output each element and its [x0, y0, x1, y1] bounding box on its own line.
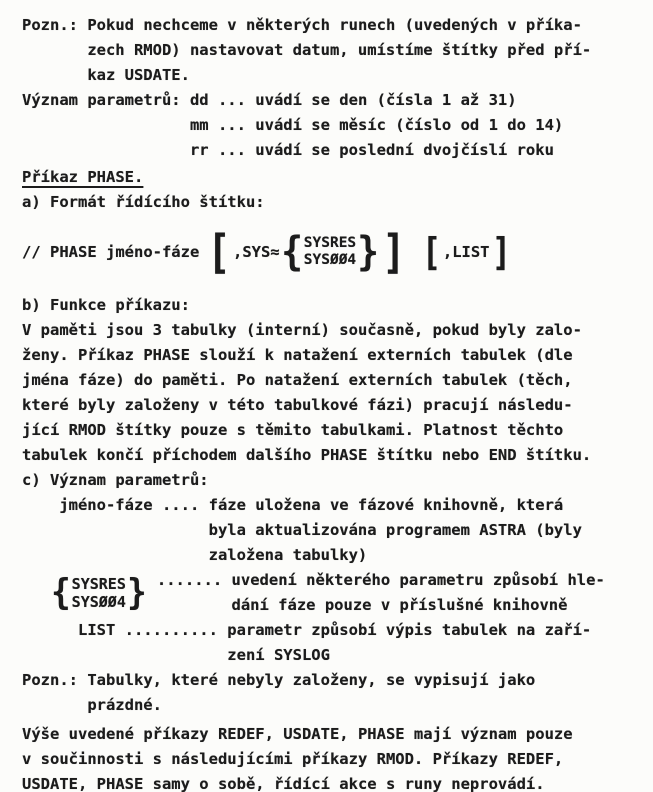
- note-bottom-label: Pozn.:: [22, 671, 78, 689]
- param-sysres: SYSRES: [71, 575, 126, 593]
- list-parameter: ,LIST: [442, 243, 490, 261]
- param-phase-desc-2: byla aktualizována programem ASTRA (byly: [208, 521, 582, 539]
- param-list-desc-2: zení SYSLOG: [227, 646, 330, 664]
- note-bottom-text-1: Tabulky, které nebyly založeny, se vypisují jako: [87, 671, 536, 689]
- close-bracket-list-icon: ]: [491, 230, 511, 274]
- param-dd-dots: ...: [217, 91, 246, 109]
- param-sys-choice-stack: [72, 575, 126, 611]
- params-intro-row-dd: [22, 88, 645, 113]
- params-intro-row-mm: [190, 113, 645, 138]
- param-dd-desc: uvádí se den (čísla 1 až 31): [255, 91, 517, 109]
- function-heading: b) Funkce příkazu:: [22, 296, 190, 314]
- close-bracket-icon: ]: [382, 225, 406, 279]
- syntax-prefix: // PHASE jméno-fáze: [22, 243, 200, 261]
- param-list-dots: ..........: [124, 621, 218, 639]
- note-top-label: Pozn.:: [22, 16, 78, 34]
- phase-heading-row: [22, 165, 645, 190]
- open-bracket-icon: [: [207, 225, 231, 279]
- param-list-name: LIST: [77, 621, 116, 639]
- note-bottom-line-1: [22, 668, 645, 693]
- open-bracket-list-icon: [: [421, 230, 442, 274]
- function-line-3: jména fáze) do paměti. Po natažení externích tabulek (těch,: [22, 371, 573, 389]
- choice-sysres: SYSRES: [303, 235, 357, 251]
- note-top-line-1: [22, 13, 645, 38]
- function-line-5: jící RMOD štítky pouze s těmito tabulkami. Platnost těchto: [22, 421, 564, 439]
- closing-line-2: v součinnosti s následujícími příkazy RMOD. Příkazy REDEF,: [22, 750, 564, 768]
- syntax-choice-stack: [304, 235, 356, 269]
- param-sys-desc-2: dání fáze pouze v příslušné knihovně: [231, 596, 568, 614]
- close-brace-icon: }: [357, 229, 380, 275]
- phase-syntax-line: [22, 223, 645, 281]
- param-sys-desc: [148, 568, 605, 618]
- param-phase-row: [59, 493, 645, 518]
- phase-command-heading: Příkaz PHASE.: [22, 168, 144, 186]
- param-sys-row: [50, 568, 645, 618]
- param-mm-name: mm: [189, 116, 209, 134]
- param-sys-dots: .......: [156, 571, 223, 589]
- params-intro-row-rr: [190, 138, 645, 163]
- function-line-1: V paměti jsou 3 tabulky (interní) současně, pokud byly zalo-: [22, 321, 582, 339]
- param-dd-name: dd: [189, 91, 209, 109]
- format-heading: a) Formát řídícího štítku:: [22, 193, 265, 211]
- closing-line-3: USDATE, PHASE samy o sobě, řídící akce s runy neprovádí.: [22, 775, 545, 792]
- function-line-4: které byly založeny v této tabulkové fázi) pracují následu-: [22, 396, 573, 414]
- function-line-2: ženy. Příkaz PHASE slouží k natažení externích tabulek (dle: [22, 346, 573, 364]
- note-top-text-1: Pokud nechceme v některých runech (uvedených v příka-: [87, 16, 582, 34]
- open-brace-icon: {: [51, 572, 71, 613]
- param-sys-desc-line-2: [222, 593, 605, 618]
- close-brace-icon: }: [126, 572, 147, 613]
- closing-line-1: Výše uvedené příkazy REDEF, USDATE, PHASE mají význam pouze: [22, 725, 573, 743]
- param-sys-desc-line-1: [148, 568, 605, 593]
- function-line-6: tabulek končí příchodem dalšího PHASE štítku nebo END štítku.: [22, 446, 592, 464]
- note-bottom-line-2: prázdné.: [87, 696, 162, 714]
- param-phase-dots: ....: [161, 496, 200, 514]
- param-rr-desc: uvádí se poslední dvojčíslí roku: [255, 141, 554, 159]
- choice-sys004: SYSØØ4: [303, 252, 357, 268]
- param-phase-name: jméno-fáze: [59, 496, 153, 514]
- param-mm-dots: ...: [217, 116, 246, 134]
- param-sys-desc-1: uvedení některého parametru způsobí hle-: [231, 571, 605, 589]
- param-rr-dots: ...: [217, 141, 246, 159]
- param-phase-desc-1: fáze uložena ve fázové knihovně, která: [208, 496, 564, 514]
- param-sys004: SYSØØ4: [71, 593, 126, 611]
- params-heading: c) Význam parametrů:: [22, 471, 209, 489]
- param-list-desc-1: parametr způsobí výpis tabulek na zaří-: [227, 621, 592, 639]
- param-phase-desc-3: založena tabulky): [208, 546, 368, 564]
- param-rr-name: rr: [189, 141, 209, 159]
- param-mm-desc: uvádí se měsíc (číslo od 1 do 14): [255, 116, 564, 134]
- sys-parameter: ,SYS≈: [233, 243, 280, 261]
- note-top-line-3: kaz USDATE.: [87, 66, 190, 84]
- open-brace-icon: {: [280, 229, 303, 275]
- params-intro-label: Význam parametrů:: [22, 91, 181, 109]
- note-top-line-2: zech RMOD) nastavovat datum, umístíme štítky před pří-: [87, 41, 592, 59]
- param-list-row: [78, 618, 645, 643]
